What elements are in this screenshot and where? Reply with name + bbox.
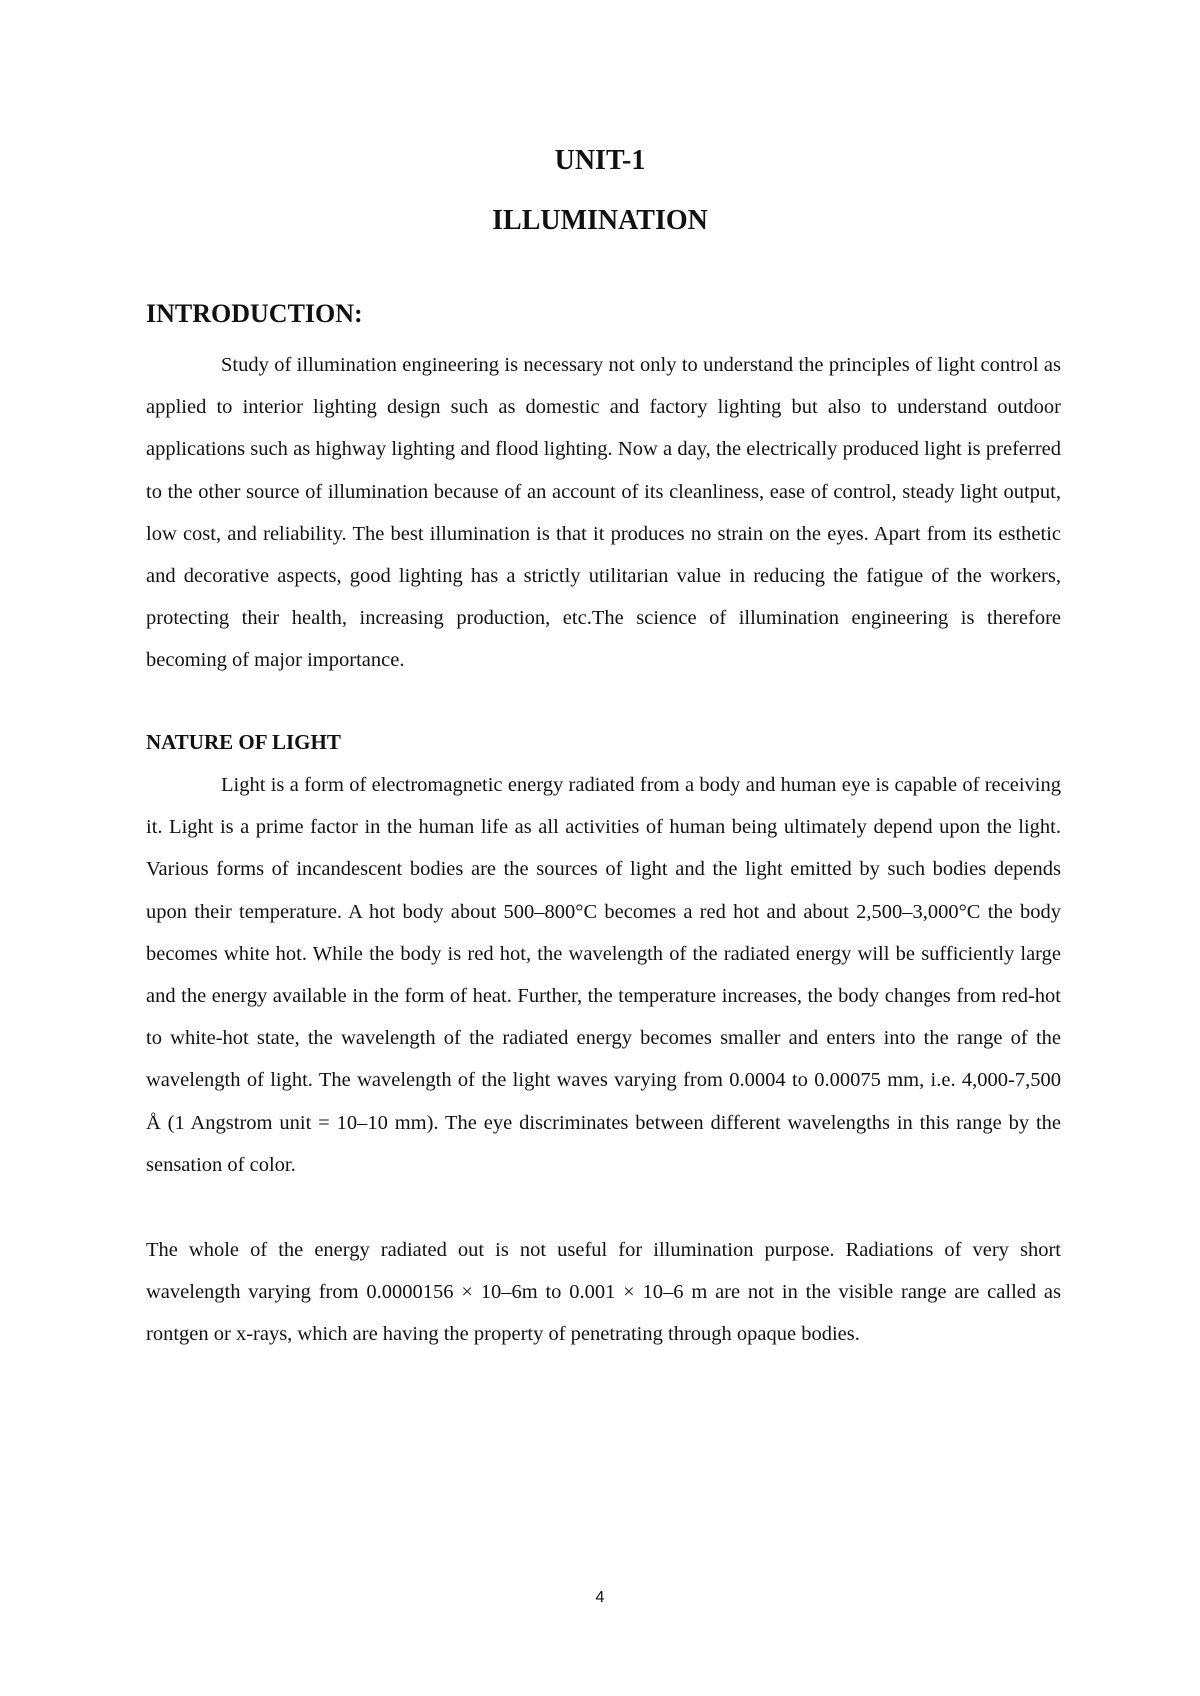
introduction-paragraph: Study of illumination engineering is necessary not only to understand the principles of light control as applied to interior lighting design such as domestic and factory lighting but also to understand outdoor applications such as highway lighting and flood lighting. Now a day, the electrically produced light is preferred to the other source of illumination because of an account of its cleanliness, ease of control, steady light output, low cost, and reliability. The best illumination is that it produces no strain on the eyes. Apart from its esthetic and decorative aspects, good lighting has a strictly utilitarian value in reducing the fatigue of the workers, protecting their health, increasing production, etc.The science of illumination engineering is therefore becoming of major importance.	[146, 354, 1061, 672]
introduction-heading: INTRODUCTION:	[146, 299, 363, 328]
chapter-title: ILLUMINATION	[492, 205, 708, 236]
nature-of-light-paragraph: Light is a form of electromagnetic energy radiated from a body and human eye is capable of receiving it. Light is a prime factor in the human life as all activities of human being ultimately depend upon the light. Various forms of incandescent bodies are the sources of light and the light emitted by such bodies depends upon their temperature. A hot body about 500–800°C becomes a red hot and about 2,500–3,000°C the body becomes white hot. While the body is red hot, the wavelength of the radiated energy will be sufficiently large and the energy available in the form of heat. Further, the temperature increases, the body changes from red-hot to white-hot state, the wavelength of the radiated energy becomes smaller and enters into the range of the wavelength of light. The wavelength of the light waves varying from 0.0004 to 0.00075 mm, i.e. 4,000-7,500 Å (1 Angstrom unit = 10–10 mm). The eye discriminates between different wavelengths in this range by the sensation of color.	[146, 774, 1061, 1176]
radiation-paragraph: The whole of the energy radiated out is not useful for illumination purpose. Radiations of very short wavelength varying from 0.0000156 × 10–6m to 0.001 × 10–6 m are not in the visible range are called as rontgen or x-rays, which are having the property of penetrating through opaque bodies.	[146, 1239, 1061, 1346]
page-number: 4	[595, 1589, 605, 1606]
unit-title: UNIT-1	[554, 145, 646, 176]
nature-of-light-heading: NATURE OF LIGHT	[146, 730, 341, 754]
